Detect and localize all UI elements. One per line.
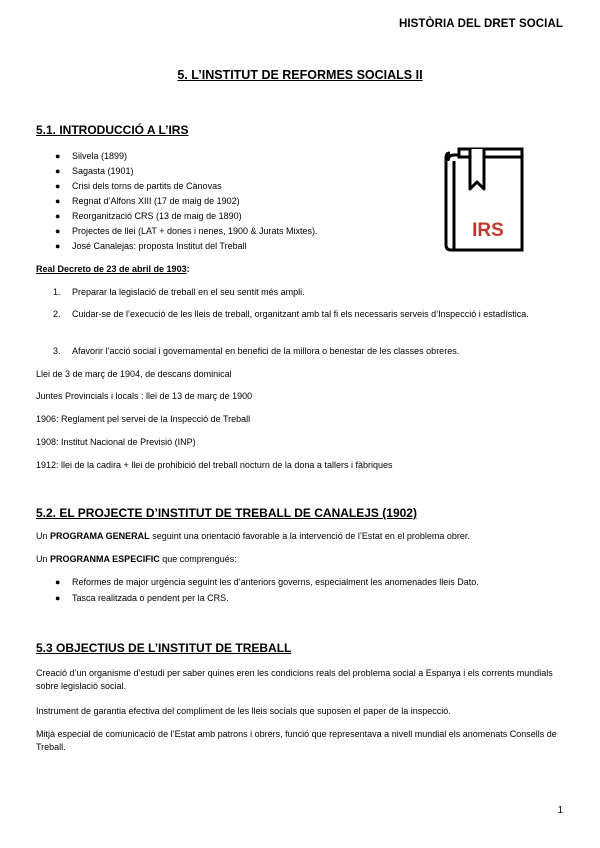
paragraph: Un PROGRAMA GENERAL seguint una orientació favorable a la intervenció de l’Estat en el problema obrer. [36, 531, 470, 541]
list-item: ● Sagasta (1901) [55, 166, 134, 176]
page-number: 1 [557, 805, 563, 816]
note-line: 1912: llei de la cadira + llei de prohibició del treball nocturn de la dona a tallers i fàbriques [36, 460, 393, 470]
note-line: 1908: Institut Nacional de Previsió (INP) [36, 437, 196, 447]
paragraph: Creació d’un organisme d’estudi per saber quines eren les condicions reals del problema social a Espanya i els corrents mundials sobre legislació social. [36, 668, 553, 691]
note-line: Juntes Provincials i locals : llei de 13 de març de 1900 [36, 391, 253, 401]
paragraph: Un PROGRANMA ESPECIFIC que comprengués: [36, 554, 237, 564]
section-heading-5-2: 5.2. EL PROJECTE D’INSTITUT DE TREBALL DE CANALEJS (1902) [36, 506, 417, 520]
list-item: ● Silvela (1899) [55, 151, 128, 161]
bullet-icon: ● [55, 181, 61, 191]
paragraph: Instrument de garantia efectiva del compliment de les lleis socials que suposen el paper de la inspecció. [36, 706, 451, 716]
ordered-item: 2. Cuidar-se de l’execució de les lleis de treball, organitzant amb tal fi els necessaris serveis d’Inspecció i estadística. [53, 309, 529, 319]
note-line: Llei de 3 de març de 1904, de descans dominical [36, 369, 232, 379]
bullet-icon: ● [55, 577, 61, 587]
ordered-item: 1. Preparar la legislació de treball en el seu sentit més ampli. [53, 287, 305, 297]
bullet-icon: ● [55, 151, 61, 161]
bullet-icon: ● [55, 211, 61, 221]
list-item: ● Reorganització CRS (13 de maig de 1890) [55, 211, 242, 221]
bullet-icon: ● [55, 593, 61, 603]
decree-heading: Real Decreto de 23 de abril de 1903: [36, 264, 190, 274]
paragraph: Mitjà especial de comunicació de l’Estat amb patrons i obrers, funció que representava a nivell mundial els anomenats Consells de Treball. [36, 729, 557, 752]
list-item: ● Regnat d’Alfons XIII (17 de maig de 1902) [55, 196, 240, 206]
list-item: ● Tasca realitzada o pendent per la CRS. [55, 593, 229, 603]
section-heading-5-1: 5.1. INTRODUCCIÓ A L’IRS [36, 123, 189, 137]
page-title: 5. L’INSTITUT DE REFORMES SOCIALS II [177, 68, 423, 82]
book-icon-label: IRS [472, 220, 504, 241]
ordered-item: 3. Afavorir l’acció social i governamental en benefici de la millora o benestar de les classes obreres. [53, 346, 460, 356]
list-item: ● Projectes de llei (LAT + dones i nenes, 1900 & Jurats Mixtes). [55, 226, 318, 236]
list-item: ● José Canalejas: proposta Institut del Treball [55, 241, 247, 251]
list-item: ● Reformes de major urgència seguint les d’anteriors governs, especialment les anomenades lleis Dato. [55, 577, 479, 587]
bullet-icon: ● [55, 241, 61, 251]
book-icon [440, 145, 528, 253]
note-line: 1906: Reglament pel servei de la Inspecció de Treball [36, 414, 251, 424]
bullet-icon: ● [55, 196, 61, 206]
bullet-icon: ● [55, 166, 61, 176]
section-heading-5-3: 5.3 OBJECTIUS DE L’INSTITUT DE TREBALL [36, 641, 292, 655]
running-header: HISTÒRIA DEL DRET SOCIAL [398, 18, 563, 30]
list-item: ● Crisi dels torns de partits de Cànovas [55, 181, 222, 191]
bullet-icon: ● [55, 226, 61, 236]
